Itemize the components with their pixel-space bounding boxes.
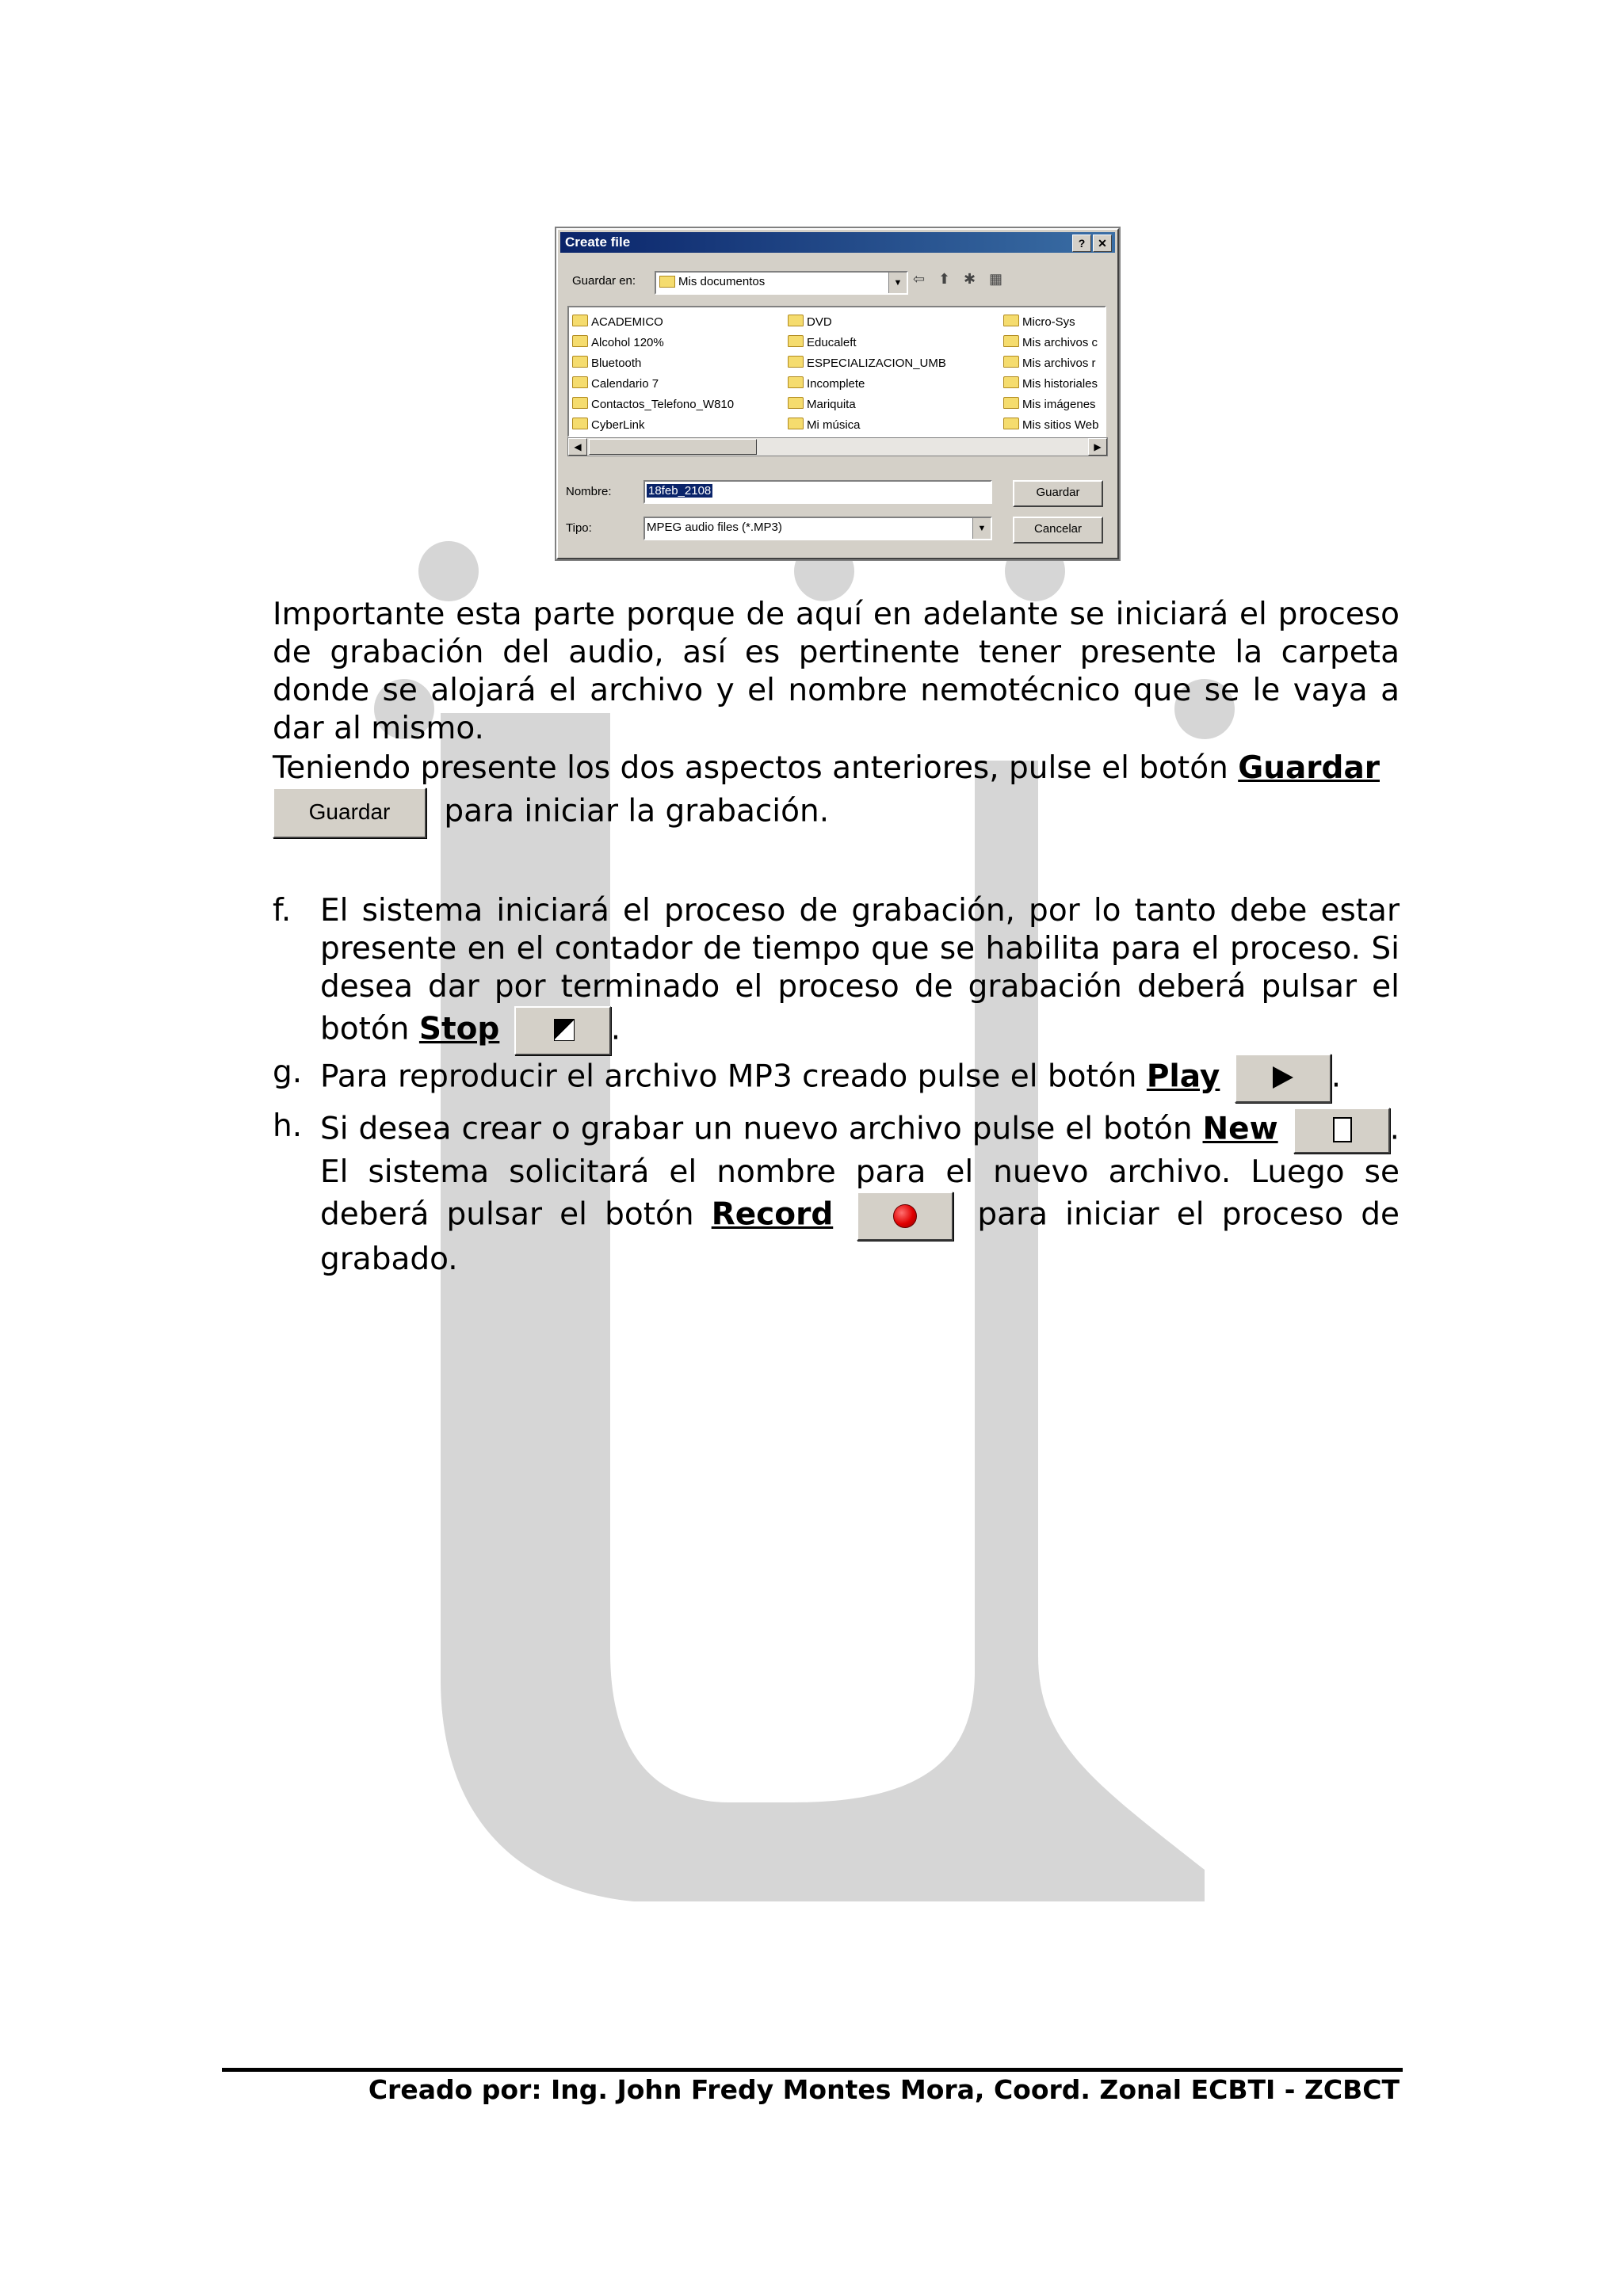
file-name-value: 18feb_2108 bbox=[648, 484, 712, 498]
footer-rule bbox=[222, 2068, 1403, 2072]
folder-icon bbox=[572, 335, 588, 347]
folder-icon bbox=[788, 315, 804, 326]
folder-icon bbox=[572, 356, 588, 368]
save-in-value: Mis documentos bbox=[678, 275, 766, 288]
list-item-g bbox=[273, 1054, 1400, 1103]
record-link: Record bbox=[711, 1196, 834, 1233]
dialog-titlebar bbox=[560, 232, 1115, 253]
item-h-text: Si desea crear o grabar un nuevo archivo pulse el botón bbox=[320, 1111, 1193, 1147]
list-item[interactable] bbox=[572, 395, 734, 415]
file-name: Incomplete bbox=[807, 377, 865, 391]
folder-icon bbox=[788, 335, 804, 347]
item-g-end: . bbox=[1331, 1058, 1342, 1095]
file-name: Mariquita bbox=[807, 398, 856, 411]
file-name: Calendario 7 bbox=[591, 377, 659, 391]
list-item[interactable] bbox=[1003, 312, 1098, 333]
list-item[interactable] bbox=[788, 395, 946, 415]
save-button[interactable]: Guardar bbox=[1013, 480, 1103, 507]
folder-icon bbox=[788, 418, 804, 429]
file-name: DVD bbox=[807, 315, 832, 329]
view-menu-icon[interactable]: ▦ bbox=[989, 271, 1003, 287]
file-name: Mis sitios Web bbox=[1022, 418, 1099, 432]
folder-icon bbox=[788, 397, 804, 409]
back-icon[interactable]: ⇦ bbox=[913, 271, 926, 287]
help-button[interactable]: ? bbox=[1072, 235, 1091, 252]
horizontal-scrollbar[interactable] bbox=[567, 437, 1108, 456]
play-button-image bbox=[1235, 1054, 1331, 1103]
file-type-value: MPEG audio files (*.MP3) bbox=[647, 521, 782, 534]
list-item-h bbox=[273, 1108, 1400, 1279]
list-marker: f. bbox=[273, 893, 292, 929]
name-label: Nombre: bbox=[566, 485, 612, 498]
create-file-dialog bbox=[556, 228, 1119, 559]
type-label: Tipo: bbox=[566, 521, 592, 535]
list-item[interactable] bbox=[1003, 333, 1098, 353]
file-name: Mis historiales bbox=[1022, 377, 1098, 391]
folder-icon bbox=[1003, 376, 1019, 388]
cancel-button[interactable]: Cancelar bbox=[1013, 517, 1103, 543]
list-item[interactable] bbox=[788, 415, 946, 436]
file-name: Mis archivos r bbox=[1022, 357, 1096, 370]
stop-button-image bbox=[514, 1006, 611, 1055]
folder-icon bbox=[1003, 335, 1019, 347]
chevron-down-icon[interactable]: ▼ bbox=[972, 518, 991, 539]
list-item[interactable] bbox=[1003, 353, 1098, 374]
file-name: Contactos_Telefono_W810 bbox=[591, 398, 735, 411]
new-document-icon bbox=[1333, 1117, 1352, 1142]
file-name: Alcohol 120% bbox=[591, 336, 664, 349]
item-h-end: para iniciar el proceso de grabado. bbox=[320, 1196, 1400, 1277]
stop-icon bbox=[554, 1019, 575, 1041]
guardar-link: Guardar bbox=[1238, 750, 1380, 786]
folder-icon bbox=[659, 276, 675, 288]
folder-icon bbox=[572, 376, 588, 388]
file-name: Bluetooth bbox=[591, 357, 642, 370]
file-name: CyberLink bbox=[591, 418, 645, 432]
file-type-select[interactable] bbox=[643, 517, 992, 540]
dialog-title: Create file bbox=[565, 235, 631, 250]
scroll-thumb[interactable] bbox=[589, 439, 757, 455]
up-folder-icon[interactable]: ⬆ bbox=[938, 271, 951, 287]
item-f-text: El sistema iniciará el proceso de grabación, por lo tanto debe estar presente en el contador de tiempo que se habilita para el proceso. Si desea dar por terminado el proceso de grabación deberá pulsar el botón bbox=[320, 893, 1400, 1047]
record-button-image bbox=[857, 1192, 953, 1241]
paragraph-intro: Importante esta parte porque de aquí en adelante se iniciará el proceso de grabación del audio, así es pertinente tener presente la carpeta donde se alojará el archivo y el nombre nemotécnico que se le vaya a dar al mismo. bbox=[273, 597, 1400, 746]
folder-icon bbox=[788, 376, 804, 388]
list-item[interactable] bbox=[1003, 415, 1098, 436]
folder-icon bbox=[572, 418, 588, 429]
folder-icon bbox=[1003, 356, 1019, 368]
paragraph-save bbox=[273, 749, 1400, 838]
scroll-left-icon[interactable]: ◀ bbox=[568, 438, 587, 456]
file-name: Mis archivos c bbox=[1022, 336, 1098, 349]
folder-icon bbox=[572, 397, 588, 409]
stop-link: Stop bbox=[418, 1011, 500, 1047]
paragraph-save-text: Teniendo presente los dos aspectos anteriores, pulse el botón bbox=[273, 750, 1228, 786]
new-folder-icon[interactable]: ✱ bbox=[964, 271, 976, 287]
list-marker: h. bbox=[273, 1108, 303, 1144]
file-name: ACADEMICO bbox=[591, 315, 663, 329]
list-item[interactable] bbox=[788, 333, 946, 353]
file-name: Mis imágenes bbox=[1022, 398, 1096, 411]
list-item[interactable] bbox=[572, 312, 734, 333]
new-link: New bbox=[1202, 1111, 1278, 1147]
file-list-column-2 bbox=[788, 312, 946, 436]
list-item-f bbox=[273, 892, 1400, 1055]
save-in-combo[interactable] bbox=[655, 271, 908, 295]
file-name: Micro-Sys bbox=[1022, 315, 1075, 329]
chevron-down-icon[interactable]: ▼ bbox=[888, 273, 907, 293]
file-name: ESPECIALIZACION_UMB bbox=[807, 357, 946, 370]
play-link: Play bbox=[1146, 1058, 1220, 1095]
footer-credit: Creado por: Ing. John Fredy Montes Mora, Coord. Zonal ECBTI - ZCBCT bbox=[368, 2074, 1400, 2105]
list-item[interactable] bbox=[572, 353, 734, 374]
guardar-button-image: Guardar bbox=[273, 788, 426, 838]
list-item[interactable] bbox=[572, 333, 734, 353]
list-marker: g. bbox=[273, 1055, 303, 1090]
scroll-right-icon[interactable]: ▶ bbox=[1088, 438, 1107, 456]
folder-icon bbox=[1003, 315, 1019, 326]
item-h-text-2: . El sistema solicitará el nombre para el nuevo archivo. Luego se deberá pulsar el botón bbox=[320, 1111, 1400, 1233]
new-button-image bbox=[1293, 1108, 1390, 1154]
list-item[interactable] bbox=[572, 374, 734, 395]
list-item[interactable] bbox=[1003, 395, 1098, 415]
list-item[interactable] bbox=[572, 415, 734, 436]
file-list-column-1 bbox=[572, 312, 734, 436]
item-g-text: Para reproducir el archivo MP3 creado pulse el botón bbox=[320, 1058, 1137, 1095]
record-icon bbox=[893, 1204, 917, 1228]
save-in-label: Guardar en: bbox=[572, 274, 636, 288]
item-f-end: . bbox=[610, 1011, 621, 1047]
file-list[interactable] bbox=[567, 306, 1106, 437]
file-list-column-3 bbox=[1003, 312, 1098, 436]
list-item[interactable] bbox=[1003, 374, 1098, 395]
list-item[interactable] bbox=[788, 312, 946, 333]
file-name: Educaleft bbox=[807, 336, 857, 349]
close-button[interactable]: ✕ bbox=[1093, 235, 1112, 252]
list-item[interactable] bbox=[788, 353, 946, 374]
play-icon bbox=[1273, 1066, 1293, 1089]
folder-icon bbox=[572, 315, 588, 326]
paragraph-save-end: para iniciar la grabación. bbox=[444, 793, 830, 830]
list-item[interactable] bbox=[788, 374, 946, 395]
folder-icon bbox=[1003, 418, 1019, 429]
folder-icon bbox=[788, 356, 804, 368]
file-name-input[interactable] bbox=[643, 480, 992, 504]
file-name: Mi música bbox=[807, 418, 861, 432]
folder-icon bbox=[1003, 397, 1019, 409]
